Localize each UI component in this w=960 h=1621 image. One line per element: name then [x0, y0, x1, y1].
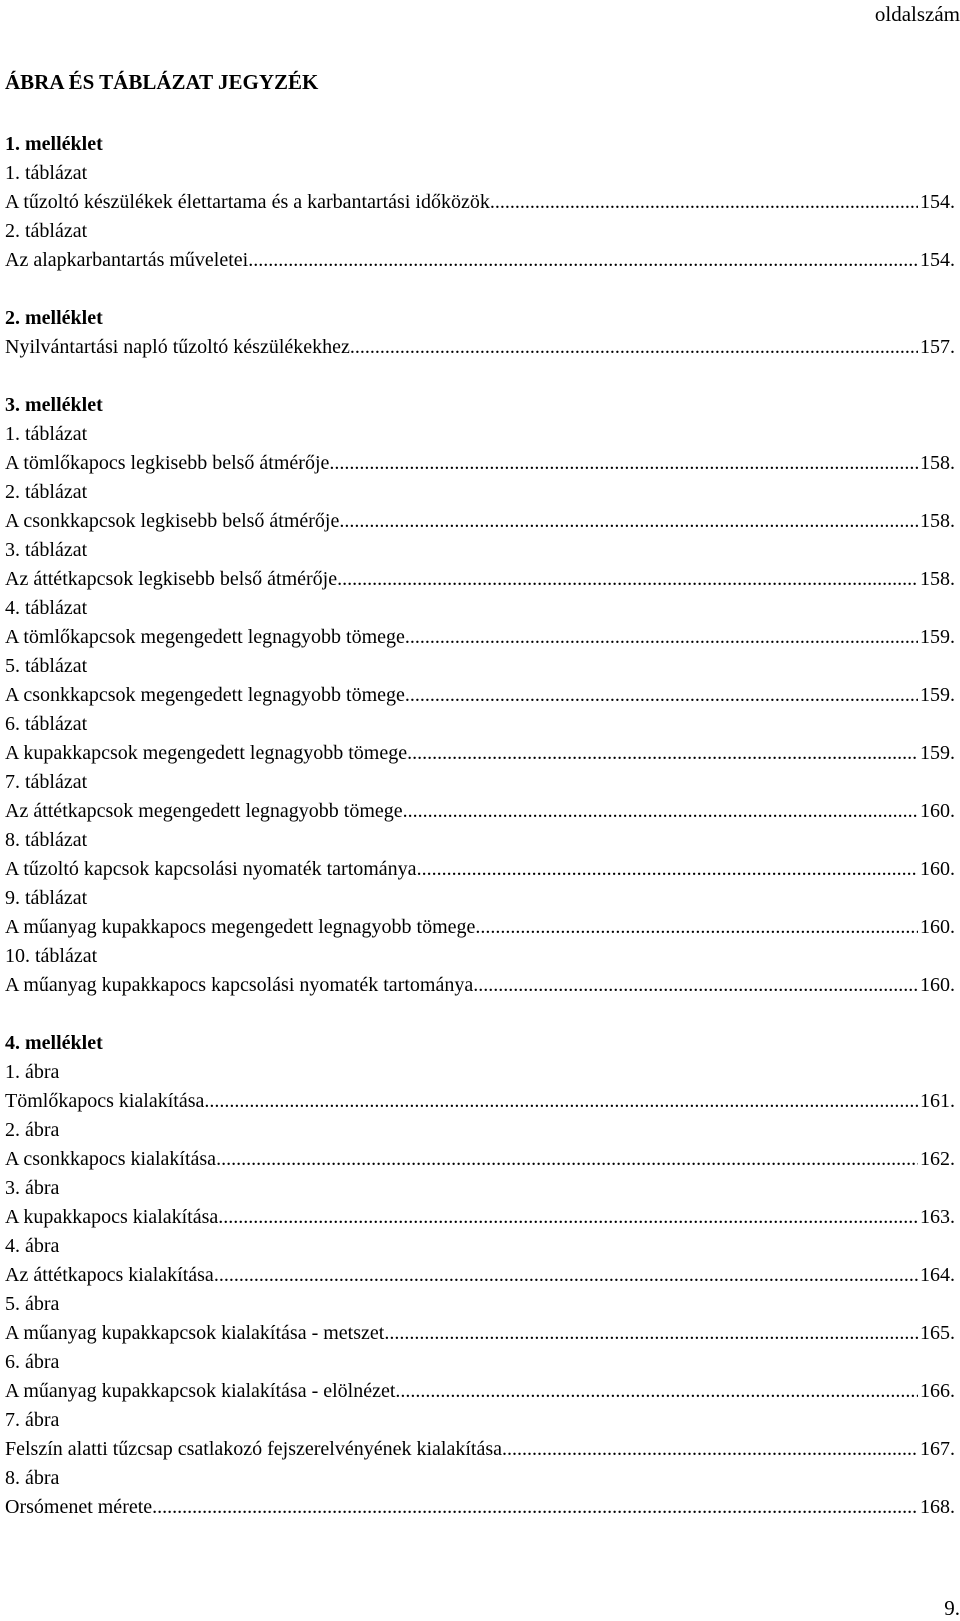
page-number-column-header: oldalszám — [874, 2, 960, 26]
dot-leader — [350, 333, 918, 362]
entry-title: A műanyag kupakkapocs megengedett legnagyobb tömege — [5, 916, 476, 938]
entry-page-number: 160. — [920, 858, 955, 880]
section-heading: 2. melléklet — [5, 307, 103, 329]
entry-title: A kupakkapcsok megengedett legnagyobb tömege — [5, 742, 408, 764]
toc-entry[interactable] — [5, 739, 955, 768]
entry-title: A csonkkapocs kialakítása — [5, 1148, 217, 1170]
entry-title: Az áttétkapocs kialakítása — [5, 1264, 214, 1286]
entry-title: A műanyag kupakkapcsok kialakítása - metszet — [5, 1322, 385, 1344]
entry-title: Az áttétkapcsok legkisebb belső átmérője — [5, 568, 338, 590]
dot-leader — [490, 188, 918, 217]
entry-label: 5. ábra — [5, 1293, 60, 1315]
section-spacer — [5, 1000, 955, 1029]
entry-label: 2. táblázat — [5, 481, 88, 503]
entry-title: Orsómenet mérete — [5, 1496, 153, 1518]
entry-page-number: 159. — [920, 684, 955, 706]
entry-title: A tömlőkapocs legkisebb belső átmérője — [5, 452, 330, 474]
entry-page-number: 154. — [920, 191, 955, 213]
toc-entry[interactable] — [5, 449, 955, 478]
dot-leader — [417, 855, 918, 884]
dot-leader — [329, 449, 918, 478]
toc-entry[interactable] — [5, 855, 955, 884]
toc-entry[interactable] — [5, 507, 955, 536]
entry-label: 8. ábra — [5, 1467, 60, 1489]
entry-page-number: 154. — [920, 249, 955, 271]
dot-leader — [405, 681, 918, 710]
entry-page-number: 164. — [920, 1264, 955, 1286]
section-spacer — [5, 362, 955, 391]
table-of-contents — [5, 130, 955, 1522]
entry-title: A tömlőkapcsok megengedett legnagyobb tömege — [5, 626, 405, 648]
toc-entry[interactable] — [5, 1435, 955, 1464]
entry-label: 1. táblázat — [5, 423, 88, 445]
section-heading: 4. melléklet — [5, 1032, 103, 1054]
toc-entry[interactable] — [5, 1145, 955, 1174]
section-heading: 3. melléklet — [5, 394, 103, 416]
dot-leader — [152, 1493, 918, 1522]
toc-entry[interactable] — [5, 1377, 955, 1406]
dot-leader — [218, 1203, 918, 1232]
entry-page-number: 160. — [920, 974, 955, 996]
dot-leader — [216, 1145, 918, 1174]
entry-title: Az alapkarbantartás műveletei — [5, 249, 249, 271]
dot-leader — [395, 1377, 918, 1406]
dot-leader — [214, 1261, 918, 1290]
entry-label: 3. táblázat — [5, 539, 88, 561]
section-heading: 1. melléklet — [5, 133, 103, 155]
section-spacer — [5, 275, 955, 304]
entry-label: 4. ábra — [5, 1235, 60, 1257]
entry-title: A kupakkapocs kialakítása — [5, 1206, 219, 1228]
toc-entry[interactable] — [5, 1261, 955, 1290]
entry-label: 6. ábra — [5, 1351, 60, 1373]
dot-leader — [405, 623, 918, 652]
entry-label: 1. táblázat — [5, 162, 88, 184]
dot-leader — [204, 1087, 918, 1116]
dot-leader — [403, 797, 918, 826]
entry-page-number: 161. — [920, 1090, 955, 1112]
entry-label: 8. táblázat — [5, 829, 88, 851]
toc-entry[interactable] — [5, 681, 955, 710]
entry-title: Felszín alatti tűzcsap csatlakozó fejszerelvényének kialakítása — [5, 1438, 503, 1460]
entry-page-number: 165. — [920, 1322, 955, 1344]
entry-title: Tömlőkapocs kialakítása — [5, 1090, 205, 1112]
entry-page-number: 160. — [920, 800, 955, 822]
entry-page-number: 162. — [920, 1148, 955, 1170]
toc-entry[interactable] — [5, 971, 955, 1000]
dot-leader — [407, 739, 918, 768]
entry-label: 2. táblázat — [5, 220, 88, 242]
entry-label: 1. ábra — [5, 1061, 60, 1083]
toc-entry[interactable] — [5, 797, 955, 826]
entry-label: 3. ábra — [5, 1177, 60, 1199]
entry-page-number: 160. — [920, 916, 955, 938]
toc-entry[interactable] — [5, 1319, 955, 1348]
entry-label: 7. ábra — [5, 1409, 60, 1431]
entry-title: A csonkkapcsok legkisebb belső átmérője — [5, 510, 340, 532]
entry-label: 6. táblázat — [5, 713, 88, 735]
entry-title: A műanyag kupakkapcsok kialakítása - elölnézet — [5, 1380, 396, 1402]
entry-page-number: 159. — [920, 742, 955, 764]
toc-entry[interactable] — [5, 1493, 955, 1522]
dot-leader — [384, 1319, 918, 1348]
footer-page-number: 9. — [944, 1596, 960, 1620]
entry-page-number: 166. — [920, 1380, 955, 1402]
entry-label: 2. ábra — [5, 1119, 60, 1141]
entry-page-number: 168. — [920, 1496, 955, 1518]
entry-label: 9. táblázat — [5, 887, 88, 909]
entry-label: 4. táblázat — [5, 597, 88, 619]
toc-entry[interactable] — [5, 246, 955, 275]
entry-title: A tűzoltó kapcsok kapcsolási nyomaték tartománya — [5, 858, 417, 880]
entry-page-number: 167. — [920, 1438, 955, 1460]
entry-label: 5. táblázat — [5, 655, 88, 677]
entry-title: A csonkkapcsok megengedett legnagyobb tömege — [5, 684, 405, 706]
entry-page-number: 157. — [920, 336, 955, 358]
entry-label: 7. táblázat — [5, 771, 88, 793]
toc-entry[interactable] — [5, 1087, 955, 1116]
entry-page-number: 158. — [920, 452, 955, 474]
dot-leader — [473, 971, 918, 1000]
dot-leader — [337, 565, 918, 594]
entry-title: Az áttétkapcsok megengedett legnagyobb tömege — [5, 800, 403, 822]
toc-entry[interactable] — [5, 333, 955, 362]
document-title: ÁBRA ÉS TÁBLÁZAT JEGYZÉK — [5, 70, 319, 94]
toc-entry[interactable] — [5, 913, 955, 942]
dot-leader — [248, 246, 918, 275]
entry-title: Nyilvántartási napló tűzoltó készülékekhez — [5, 336, 350, 358]
entry-page-number: 163. — [920, 1206, 955, 1228]
entry-label: 10. táblázat — [5, 945, 98, 967]
entry-title: A tűzoltó készülékek élettartama és a karbantartási időközök — [5, 191, 490, 213]
entry-page-number: 158. — [920, 568, 955, 590]
entry-page-number: 159. — [920, 626, 955, 648]
entry-title: A műanyag kupakkapocs kapcsolási nyomaték tartománya — [5, 974, 474, 996]
toc-entry[interactable] — [5, 565, 955, 594]
dot-leader — [502, 1435, 918, 1464]
entry-page-number: 158. — [920, 510, 955, 532]
dot-leader — [475, 913, 918, 942]
toc-entry[interactable] — [5, 1203, 955, 1232]
toc-entry[interactable] — [5, 623, 955, 652]
dot-leader — [339, 507, 918, 536]
toc-entry[interactable] — [5, 188, 955, 217]
